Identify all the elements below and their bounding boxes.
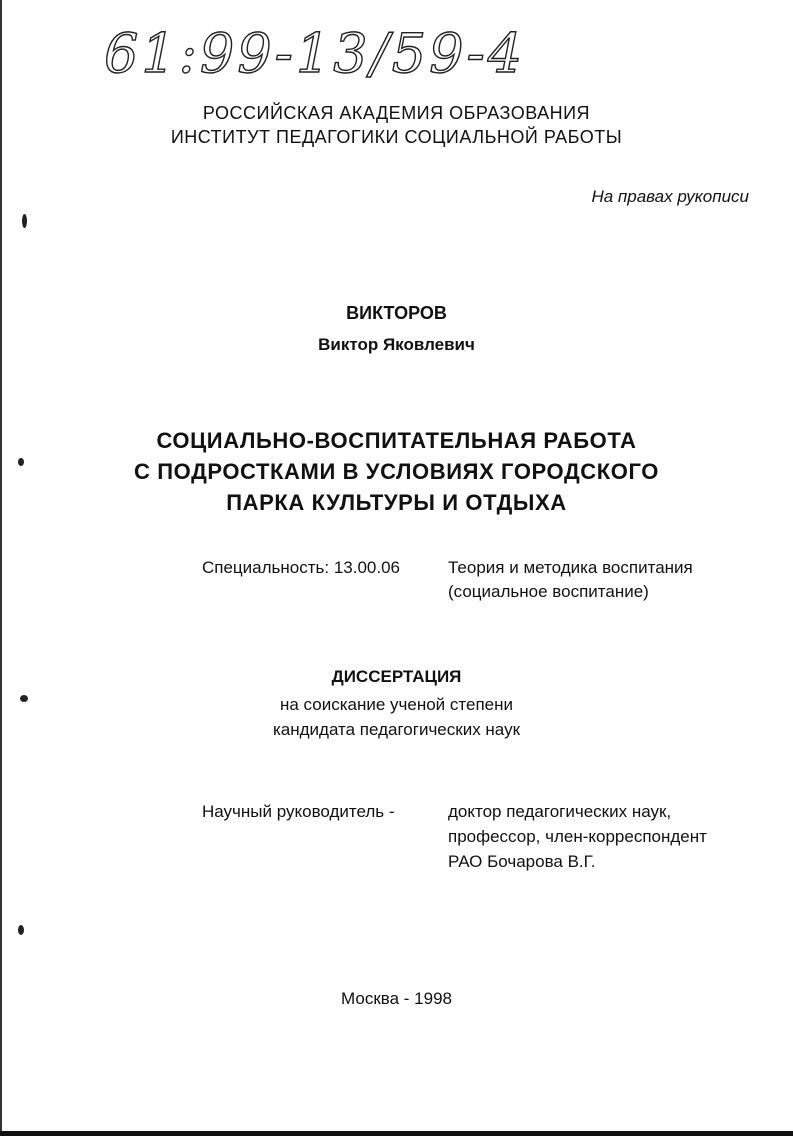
handwritten-catalog-number	[100, 10, 540, 100]
supervisor-line-3: РАО Бочарова В.Г.	[448, 852, 596, 871]
author-given-names: Виктор Яковлевич	[318, 335, 475, 354]
title-line-3: ПАРКА КУЛЬТУРЫ И ОТДЫХА	[226, 490, 567, 515]
scan-speck	[18, 925, 24, 935]
manuscript-rights-note: На правах рукописи	[591, 187, 749, 206]
academy-name: РОССИЙСКАЯ АКАДЕМИЯ ОБРАЗОВАНИЯ	[202, 103, 591, 123]
scan-speck	[22, 214, 27, 228]
catalog-number-text: 61:99-13/59-4	[104, 22, 526, 85]
title-line-1: СОЦИАЛЬНО-ВОСПИТАТЕЛЬНАЯ РАБОТА	[156, 428, 637, 453]
dissertation-heading: ДИССЕРТАЦИЯ	[331, 667, 462, 686]
scan-bottom-edge	[0, 1131, 793, 1136]
specialty-description-line-2: (социальное воспитание)	[448, 582, 649, 601]
institute-name: ИНСТИТУТ ПЕДАГОГИКИ СОЦИАЛЬНОЙ РАБОТЫ	[170, 127, 623, 147]
degree-line-1: на соискание ученой степени	[279, 695, 513, 714]
scan-left-edge	[0, 0, 2, 1136]
specialty-description-line-1: Теория и методика воспитания	[448, 558, 693, 577]
supervisor-label: Научный руководитель -	[202, 802, 395, 821]
supervisor-line-1: доктор педагогических наук,	[448, 802, 672, 821]
specialty-label: Специальность: 13.00.06	[202, 558, 401, 577]
supervisor-line-2: профессор, член-корреспондент	[448, 827, 707, 846]
city-year: Москва - 1998	[341, 989, 452, 1008]
degree-line-2: кандидата педагогических наук	[272, 720, 521, 739]
title-line-2: С ПОДРОСТКАМИ В УСЛОВИЯХ ГОРОДСКОГО	[134, 459, 659, 484]
author-surname: ВИКТОРОВ	[346, 303, 447, 323]
